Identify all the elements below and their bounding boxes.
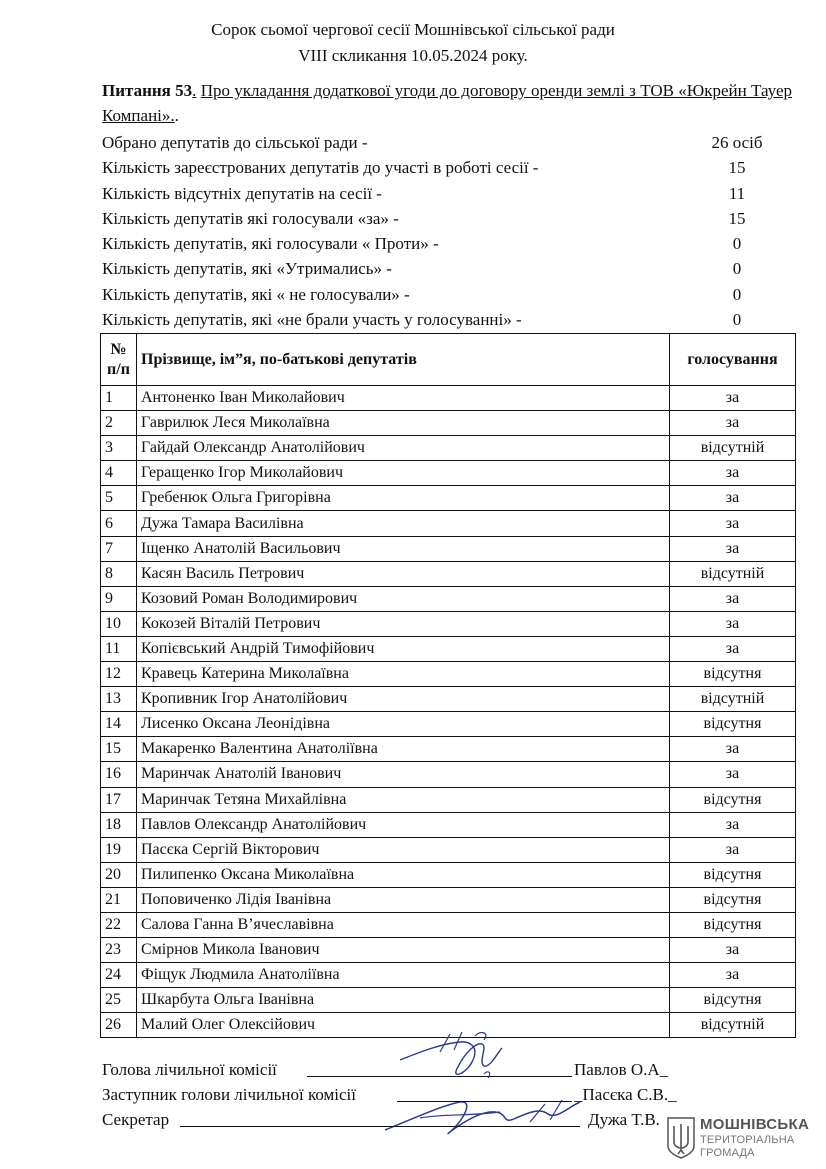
deputy-name: Фіщук Людмила Анатоліївна [137, 963, 670, 988]
deputy-name: Геращенко Ігор Миколайович [137, 461, 670, 486]
stat-row [102, 231, 792, 256]
table-row [101, 386, 796, 411]
stat-value: 0 [732, 234, 742, 254]
stat-value: 26 осіб [711, 133, 763, 152]
deputy-vote: за [670, 611, 796, 636]
signature-line [307, 1076, 572, 1077]
deputy-vote: за [670, 486, 796, 511]
deputy-vote: відсутня [670, 988, 796, 1013]
signature-row [102, 1083, 702, 1108]
column-header-name: Прізвище, ім”я, по-батькові депутатів [137, 334, 670, 386]
table-row [101, 636, 796, 661]
signature-role: Голова лічильної комісії [102, 1058, 279, 1082]
stat-row [102, 155, 792, 180]
deputy-vote: відсутня [670, 712, 796, 737]
stat-value: 0 [732, 259, 742, 279]
stat-label: Кількість зареєстрованих депутатів до участі в роботі сесії - [102, 158, 539, 178]
deputy-number: 25 [101, 988, 137, 1013]
deputy-name: Пасєка Сергій Вікторович [137, 837, 670, 862]
deputy-vote: за [670, 386, 796, 411]
deputy-number: 14 [101, 712, 137, 737]
stat-label: Кількість депутатів, які «Утримались» - [102, 259, 392, 279]
signature-row [102, 1058, 702, 1083]
deputy-number: 6 [101, 511, 137, 536]
table-row [101, 561, 796, 586]
stat-row [102, 307, 792, 332]
stat-row [102, 282, 792, 307]
deputy-vote: відсутня [670, 662, 796, 687]
table-row [101, 737, 796, 762]
column-header-number-line2: п/п [107, 360, 130, 378]
stat-label: Кількість депутатів, які «не брали участь у голосуванні» - [102, 310, 522, 330]
deputy-name: Малий Олег Олексійович [137, 1013, 670, 1038]
table-row [101, 787, 796, 812]
deputy-vote: відсутня [670, 912, 796, 937]
deputy-name: Смірнов Микола Іванович [137, 938, 670, 963]
deputy-number: 16 [101, 762, 137, 787]
deputy-vote: відсутній [670, 436, 796, 461]
deputy-vote: відсутній [670, 687, 796, 712]
deputy-vote: відсутня [670, 887, 796, 912]
signature-role: Заступник голови лічильної комісії [102, 1083, 358, 1107]
deputy-name: Касян Василь Петрович [137, 561, 670, 586]
column-header-number [101, 334, 137, 386]
deputy-name: Гайдай Олександр Анатолійович [137, 436, 670, 461]
table-row [101, 461, 796, 486]
deputy-number: 7 [101, 536, 137, 561]
signature-name: _Пасєка С.В._ [574, 1085, 677, 1104]
deputy-name: Макаренко Валентина Анатоліївна [137, 737, 670, 762]
deputy-name: Гаврилюк Леся Миколаївна [137, 411, 670, 436]
deputy-vote: за [670, 938, 796, 963]
deputy-name: Копієвський Андрій Тимофійович [137, 636, 670, 661]
deputy-number: 5 [101, 486, 137, 511]
question-dot: . [192, 81, 197, 100]
deputy-vote: за [670, 586, 796, 611]
table-row [101, 912, 796, 937]
deputy-vote: за [670, 636, 796, 661]
deputy-vote: відсутня [670, 787, 796, 812]
deputy-vote: відсутній [670, 1013, 796, 1038]
signature-block [102, 1058, 702, 1133]
table-row [101, 887, 796, 912]
signature-name: Павлов О.А_ [574, 1060, 669, 1079]
deputy-number: 15 [101, 737, 137, 762]
deputy-number: 11 [101, 636, 137, 661]
stat-label: Кількість відсутніх депутатів на сесії - [102, 183, 382, 203]
question-label: Питання 53 [102, 81, 193, 100]
deputy-name: Дужа Тамара Василівна [137, 511, 670, 536]
table-row [101, 862, 796, 887]
stat-row [102, 256, 792, 281]
table-row [101, 988, 796, 1013]
deputy-number: 17 [101, 787, 137, 812]
column-header-vote: голосування [670, 334, 796, 386]
logo-title: МОШНІВСЬКА [700, 1116, 810, 1133]
community-logo [664, 1114, 814, 1164]
signature-name: Дужа Т.В. [588, 1110, 660, 1129]
table-row [101, 411, 796, 436]
deputy-number: 13 [101, 687, 137, 712]
deputy-name: Антоненко Іван Миколайович [137, 386, 670, 411]
document-title-line1: Сорок сьомої чергової сесії Мошнівської сільської ради [211, 20, 615, 39]
table-row [101, 611, 796, 636]
table-row [101, 486, 796, 511]
deputy-number: 19 [101, 837, 137, 862]
deputy-number: 3 [101, 436, 137, 461]
deputy-vote: за [670, 762, 796, 787]
table-row [101, 436, 796, 461]
stat-label: Кількість депутатів які голосували «за» - [102, 208, 399, 228]
deputy-vote: відсутній [670, 561, 796, 586]
deputy-number: 18 [101, 812, 137, 837]
deputy-name: Кокозей Віталій Петрович [137, 611, 670, 636]
deputy-name: Лисенко Оксана Леонідівна [137, 712, 670, 737]
deputy-number: 12 [101, 662, 137, 687]
deputy-number: 9 [101, 586, 137, 611]
table-header-row [101, 334, 796, 386]
stat-value: 15 [728, 158, 746, 178]
stat-label: Обрано депутатів до сільської ради - [102, 133, 368, 152]
trident-emblem-icon [666, 1116, 696, 1160]
voting-table [100, 333, 796, 1038]
deputy-name: Кравець Катерина Миколаївна [137, 662, 670, 687]
deputy-number: 22 [101, 912, 137, 937]
deputy-number: 4 [101, 461, 137, 486]
deputy-number: 20 [101, 862, 137, 887]
logo-subtitle-1: ТЕРИТОРІАЛЬНА [700, 1134, 795, 1146]
deputy-vote: за [670, 963, 796, 988]
table-row [101, 762, 796, 787]
deputy-name: Салова Ганна В’ячеславівна [137, 912, 670, 937]
deputy-number: 10 [101, 611, 137, 636]
deputy-vote: за [670, 812, 796, 837]
question-trail: . [174, 106, 179, 125]
deputy-name: Гребенюк Ольга Григорівна [137, 486, 670, 511]
deputy-number: 24 [101, 963, 137, 988]
table-row [101, 687, 796, 712]
table-row [101, 712, 796, 737]
deputy-name: Поповиченко Лідія Іванівна [137, 887, 670, 912]
deputy-name: Кропивник Ігор Анатолійович [137, 687, 670, 712]
table-row [101, 586, 796, 611]
deputy-number: 8 [101, 561, 137, 586]
stat-label: Кількість депутатів, які « не голосували» - [102, 284, 410, 304]
question-text: Про укладання додаткової угоди до договору оренди землі з ТОВ «Юкрейн Тауер Компані». [102, 81, 792, 125]
table-row [101, 938, 796, 963]
table-row [101, 511, 796, 536]
stat-value: 11 [728, 183, 746, 203]
deputy-number: 26 [101, 1013, 137, 1038]
vote-statistics [102, 130, 792, 332]
deputy-vote: відсутня [670, 862, 796, 887]
stat-label: Кількість депутатів, які голосували « Проти» - [102, 234, 439, 254]
question-block [102, 78, 792, 128]
deputy-name: Шкарбута Ольга Іванівна [137, 988, 670, 1013]
signature-role: Секретар [102, 1108, 171, 1132]
signature-row [102, 1108, 702, 1133]
table-row [101, 662, 796, 687]
deputy-name: Іщенко Анатолій Васильович [137, 536, 670, 561]
deputy-vote: за [670, 536, 796, 561]
table-row [101, 536, 796, 561]
stat-value: 0 [732, 310, 742, 330]
column-header-number-line1: № [110, 340, 127, 358]
stat-row [102, 181, 792, 206]
deputy-number: 21 [101, 887, 137, 912]
deputy-vote: за [670, 737, 796, 762]
signature-line [397, 1101, 572, 1102]
deputy-name: Павлов Олександр Анатолійович [137, 812, 670, 837]
table-row [101, 837, 796, 862]
deputy-number: 2 [101, 411, 137, 436]
deputy-vote: за [670, 461, 796, 486]
stat-value: 0 [732, 284, 742, 304]
deputy-vote: за [670, 411, 796, 436]
stat-value: 15 [728, 208, 746, 228]
stat-row [102, 130, 792, 155]
deputy-vote: за [670, 511, 796, 536]
deputy-number: 23 [101, 938, 137, 963]
deputy-vote: за [670, 837, 796, 862]
deputy-number: 1 [101, 386, 137, 411]
table-row [101, 963, 796, 988]
deputy-name: Пилипенко Оксана Миколаївна [137, 862, 670, 887]
signature-line [180, 1126, 580, 1127]
deputy-name: Маринчак Тетяна Михайлівна [137, 787, 670, 812]
deputy-name: Козовий Роман Володимирович [137, 586, 670, 611]
table-row [101, 812, 796, 837]
deputy-name: Маринчак Анатолій Іванович [137, 762, 670, 787]
logo-subtitle-2: ГРОМАДА [700, 1147, 755, 1159]
document-title-line2: VIII скликання 10.05.2024 року. [298, 46, 528, 65]
stat-row [102, 206, 792, 231]
